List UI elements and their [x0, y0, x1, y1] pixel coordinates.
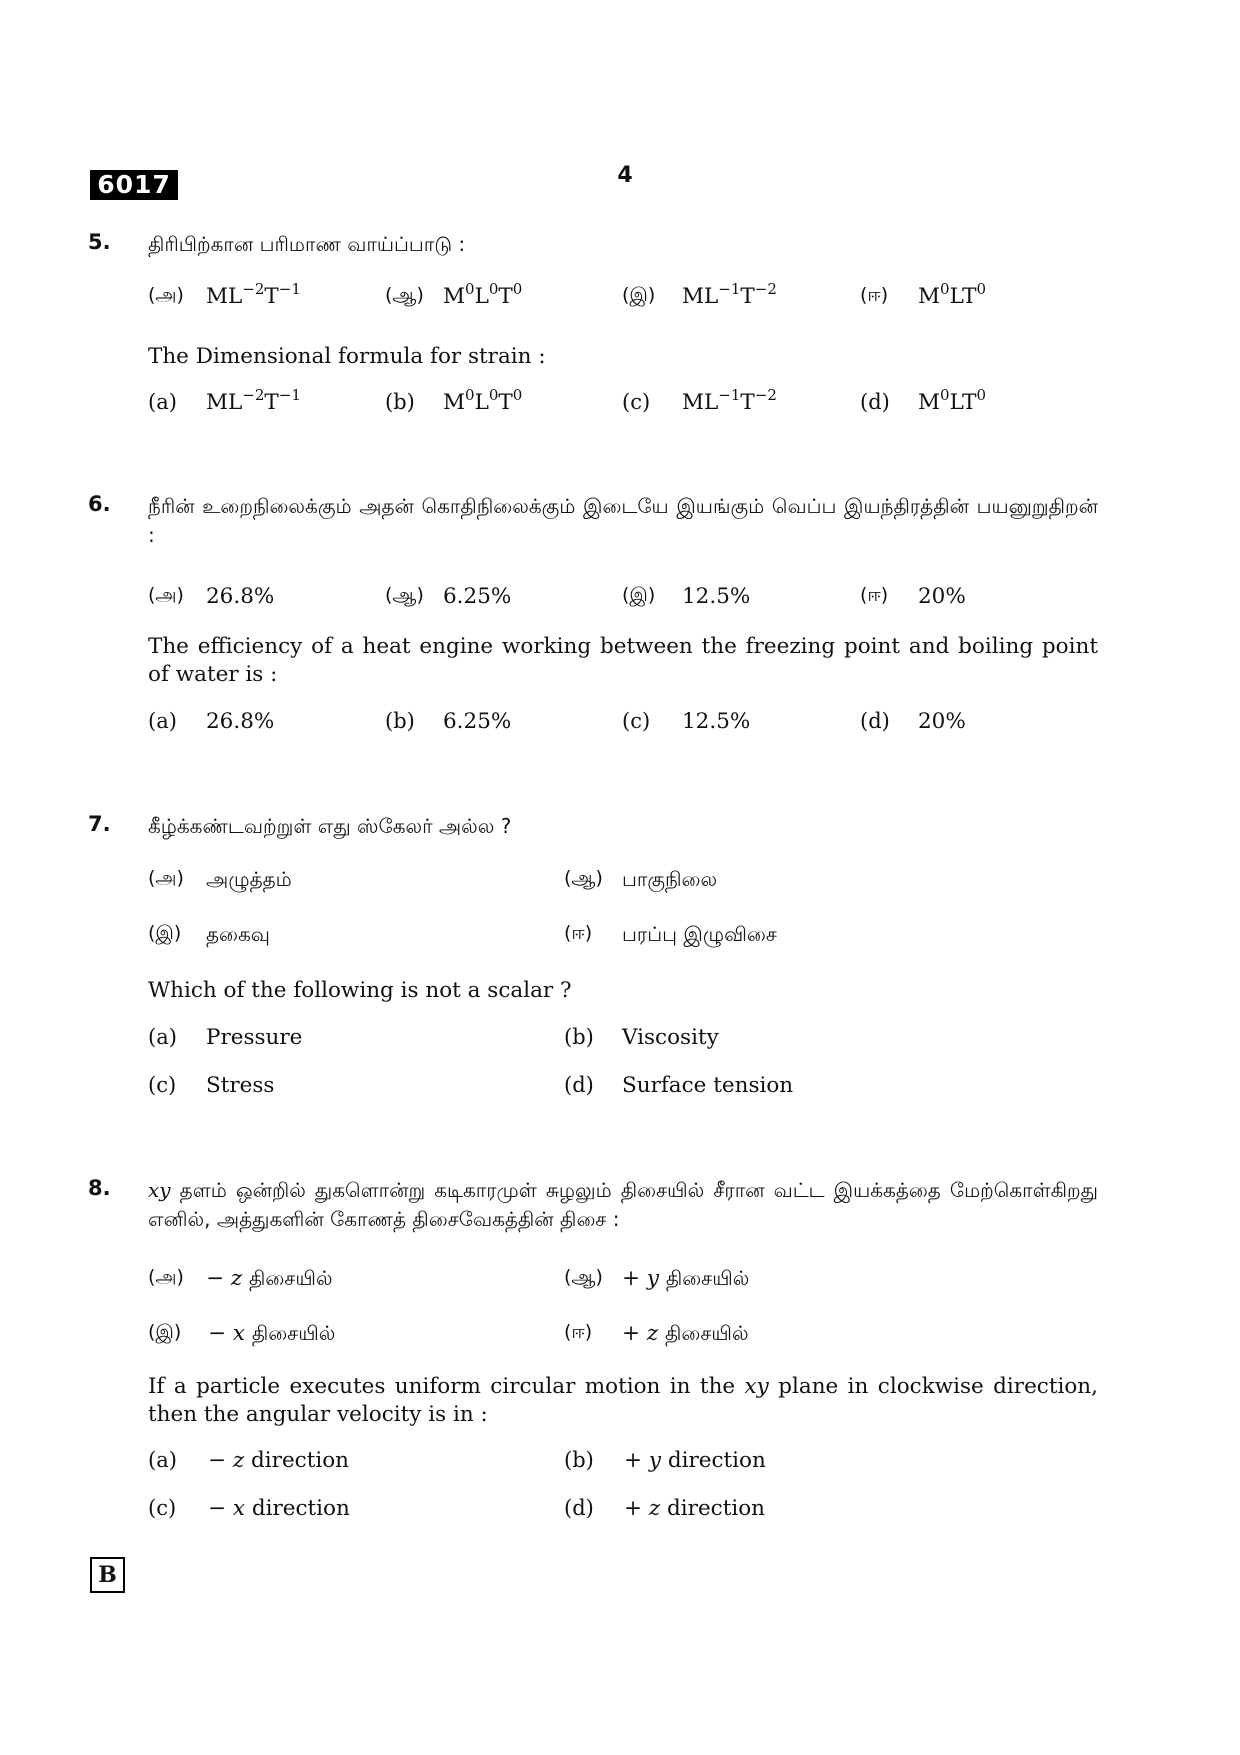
question-text-english: If a particle executes uniform circular motion in the xy plane in clockwise direction, then the angular velocity is in : [148, 1374, 1098, 1427]
question-number: 7. [88, 812, 111, 836]
question-text-english: Which of the following is not a scalar ? [148, 978, 572, 1003]
booklet-series-box: B [90, 1557, 125, 1593]
question-number: 6. [88, 492, 111, 516]
question-number: 8. [88, 1176, 111, 1200]
question-text-tamil: நீரின் உறைநிலைக்கும் அதன் கொதிநிலைக்கும் இடையே இயங்கும் வெப்ப இயந்திரத்தின் பயனுறுதிறன் : [148, 494, 1098, 547]
paper-code: 6017 [90, 170, 178, 200]
question-text-tamil: xy தளம் ஒன்றில் துகளொன்று கடிகாரமுள் சுழலும் திசையில் சீரான வட்ட இயக்கத்தை மேற்கொள்கிறது எனில், அத்துகளின் கோணத் திசைவேகத்தின் திசை : [148, 1178, 1098, 1231]
question-text-english: The efficiency of a heat engine working between the freezing point and boiling point of water is : [148, 634, 1098, 687]
page-number: 4 [617, 163, 633, 188]
question-text-tamil: கீழ்க்கண்டவற்றுள் எது ஸ்கேலர் அல்ல ? [148, 814, 512, 838]
question-text-english: The Dimensional formula for strain : [148, 344, 546, 369]
question-number: 5. [88, 230, 111, 254]
question-text-tamil: திரிபிற்கான பரிமாண வாய்ப்பாடு : [148, 232, 466, 256]
